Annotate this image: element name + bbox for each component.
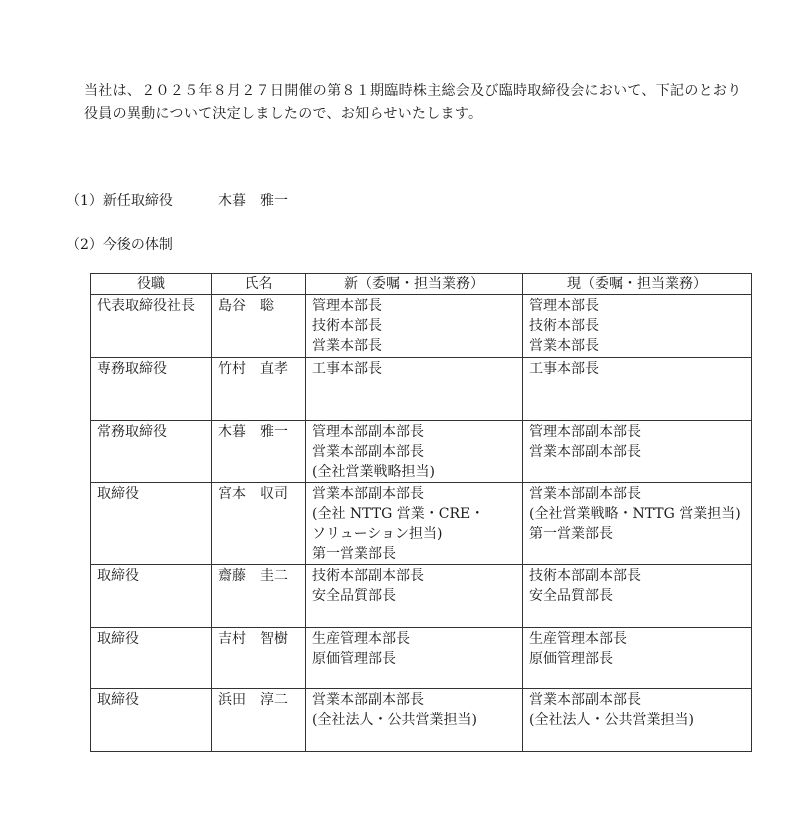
duty-line: 管理本部長 bbox=[312, 298, 382, 314]
header-name: 氏名 bbox=[212, 274, 306, 295]
duty-line: 管理本部長 bbox=[529, 298, 599, 314]
duty-line: 技術本部副本部長 bbox=[312, 568, 424, 584]
cell-current-duties bbox=[523, 295, 752, 358]
cell-new-duties bbox=[306, 628, 523, 689]
cell-name: 吉村 智樹 bbox=[212, 628, 306, 689]
duty-line: 原価管理部長 bbox=[312, 651, 396, 667]
new-director-section bbox=[66, 190, 288, 210]
header-new-duties: 新（委嘱・担当業務） bbox=[306, 274, 523, 295]
cell-position: 専務取締役 bbox=[91, 358, 212, 421]
cell-name: 宮本 収司 bbox=[212, 483, 306, 565]
table-row bbox=[91, 689, 752, 752]
cell-current-duties bbox=[523, 421, 752, 483]
duty-line: 生産管理本部長 bbox=[529, 631, 627, 647]
new-director-heading: （1）新任取締役 bbox=[66, 193, 173, 209]
duty-line: 工事本部長 bbox=[312, 361, 382, 377]
cell-position: 取締役 bbox=[91, 689, 212, 752]
cell-new-duties bbox=[306, 483, 523, 565]
duty-line: 営業本部長 bbox=[529, 338, 599, 354]
duty-line: (全社 NTTG 営業・CRE・ bbox=[312, 506, 485, 522]
table-header-row bbox=[91, 274, 752, 295]
duty-line: 営業本部副本部長 bbox=[529, 444, 641, 460]
duty-line: 原価管理部長 bbox=[529, 651, 613, 667]
duty-line: 管理本部副本部長 bbox=[529, 424, 641, 440]
duty-line: 管理本部副本部長 bbox=[312, 424, 424, 440]
cell-new-duties bbox=[306, 689, 523, 752]
duty-line: 営業本部副本部長 bbox=[312, 444, 424, 460]
header-current-duties: 現（委嘱・担当業務） bbox=[523, 274, 752, 295]
duty-line: 技術本部副本部長 bbox=[529, 568, 641, 584]
cell-position: 代表取締役社長 bbox=[91, 295, 212, 358]
table-row bbox=[91, 483, 752, 565]
cell-name: 木暮 雅一 bbox=[212, 421, 306, 483]
cell-new-duties bbox=[306, 421, 523, 483]
cell-new-duties bbox=[306, 565, 523, 628]
cell-name: 竹村 直孝 bbox=[212, 358, 306, 421]
cell-current-duties bbox=[523, 358, 752, 421]
table-row bbox=[91, 421, 752, 483]
header-position: 役職 bbox=[91, 274, 212, 295]
cell-position: 常務取締役 bbox=[91, 421, 212, 483]
duty-line: 安全品質部長 bbox=[312, 588, 396, 604]
duty-line: (全社法人・公共営業担当) bbox=[312, 712, 477, 728]
table-row bbox=[91, 628, 752, 689]
duty-line: 営業本部長 bbox=[312, 338, 382, 354]
duty-line: (全社営業戦略担当) bbox=[312, 464, 435, 480]
duty-line: (全社法人・公共営業担当) bbox=[529, 712, 694, 728]
executive-table bbox=[90, 273, 752, 752]
duty-line: (全社営業戦略・NTTG 営業担当) bbox=[529, 506, 741, 522]
cell-current-duties bbox=[523, 483, 752, 565]
duty-line: 営業本部副本部長 bbox=[529, 486, 641, 502]
duty-line: ソリューション担当) bbox=[312, 526, 443, 542]
duty-line: 第一営業部長 bbox=[529, 526, 613, 542]
structure-heading: （2）今後の体制 bbox=[66, 237, 173, 253]
cell-name: 島谷 聡 bbox=[212, 295, 306, 358]
duty-line: 営業本部副本部長 bbox=[312, 692, 424, 708]
cell-position: 取締役 bbox=[91, 483, 212, 565]
cell-name: 浜田 淳二 bbox=[212, 689, 306, 752]
duty-line: 営業本部副本部長 bbox=[312, 486, 424, 502]
cell-new-duties bbox=[306, 358, 523, 421]
table-row bbox=[91, 295, 752, 358]
duty-line: 生産管理本部長 bbox=[312, 631, 410, 647]
cell-new-duties bbox=[306, 295, 523, 358]
cell-position: 取締役 bbox=[91, 628, 212, 689]
duty-line: 営業本部副本部長 bbox=[529, 692, 641, 708]
duty-line: 技術本部長 bbox=[529, 318, 599, 334]
new-director-name: 木暮 雅一 bbox=[218, 193, 288, 209]
cell-current-duties bbox=[523, 565, 752, 628]
cell-name: 齋藤 圭二 bbox=[212, 565, 306, 628]
duty-line: 工事本部長 bbox=[529, 361, 599, 377]
cell-current-duties bbox=[523, 628, 752, 689]
duty-line: 技術本部長 bbox=[312, 318, 382, 334]
cell-current-duties bbox=[523, 689, 752, 752]
cell-position: 取締役 bbox=[91, 565, 212, 628]
intro-paragraph: 当社は、２０２５年８月２７日開催の第８１期臨時株主総会及び臨時取締役会において、下記のとおり役員の異動について決定しましたので、お知らせいたします。 bbox=[84, 83, 742, 122]
duty-line: 安全品質部長 bbox=[529, 588, 613, 604]
table-row bbox=[91, 358, 752, 421]
duty-line: 第一営業部長 bbox=[312, 546, 396, 562]
table-row bbox=[91, 565, 752, 628]
